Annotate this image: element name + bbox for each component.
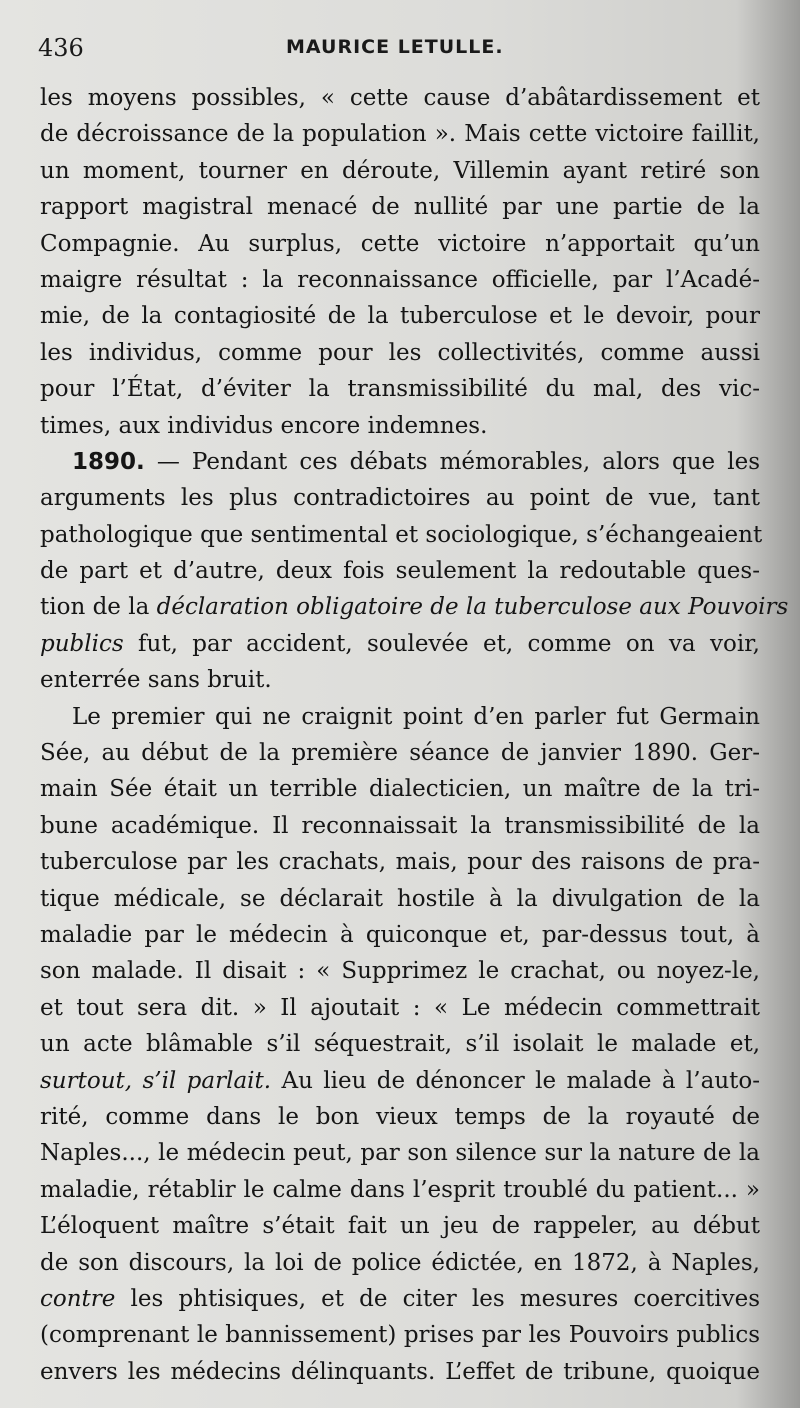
text-segment: mie, de la contagiosité de la tuberculose et le devoir, pour xyxy=(40,303,760,330)
text-line xyxy=(40,1063,760,1099)
text-segment: et tout sera dit. » Il ajoutait : « Le médecin commettrait xyxy=(40,994,760,1021)
text-segment: tique médicale, se déclarait hostile à la divulgation de la xyxy=(40,885,760,912)
text-segment: maladie par le médecin à quiconque et, par-dessus tout, à xyxy=(40,921,760,948)
text-line xyxy=(40,771,760,807)
text-line xyxy=(40,626,760,662)
text-segment: fut, par accident, soulevée et, comme on va voir, xyxy=(123,630,760,657)
text-line xyxy=(40,298,760,334)
text-line xyxy=(40,917,760,953)
italic-text: publics xyxy=(40,630,124,657)
page-header xyxy=(38,34,758,64)
text-segment: tion de la xyxy=(40,594,157,621)
text-segment: tuberculose par les crachats, mais, pour des raisons de pra- xyxy=(40,849,760,876)
text-line xyxy=(40,589,789,625)
text-segment: Sée, au début de la première séance de janvier 1890. Ger- xyxy=(40,740,760,767)
text-segment: pathologique que sentimental et sociologique, s’échangeaient xyxy=(40,521,763,548)
text-line xyxy=(40,699,760,735)
text-segment: pour l’État, d’éviter la transmissibilité du mal, des vic- xyxy=(40,376,760,403)
text-line xyxy=(40,1281,760,1317)
text-segment: un moment, tourner en déroute, Villemin ayant retiré son xyxy=(40,157,760,184)
text-segment: de part et d’autre, deux fois seulement la redoutable ques- xyxy=(40,558,760,585)
text-line xyxy=(40,1099,760,1135)
text-line xyxy=(40,808,760,844)
text-segment: times, aux individus encore indemnes. xyxy=(40,412,488,439)
text-segment: arguments les plus contradictoires au point de vue, tant xyxy=(40,485,760,512)
text-segment: les individus, comme pour les collectivités, comme aussi xyxy=(40,339,760,366)
text-segment: maigre résultat : la reconnaissance officielle, par l’Acadé- xyxy=(40,266,760,293)
text-segment: Naples..., le médecin peut, par son silence sur la nature de la xyxy=(40,1140,760,1167)
text-line xyxy=(40,1245,760,1281)
text-segment: enterrée sans bruit. xyxy=(40,667,272,694)
text-line xyxy=(40,1172,760,1208)
text-line xyxy=(40,553,760,589)
text-segment: les moyens possibles, « cette cause d’abâtardissement et xyxy=(40,85,760,111)
body-text xyxy=(40,80,789,1390)
text-segment: L’éloquent maître s’était fait un jeu de rappeler, au début xyxy=(40,1213,760,1240)
text-segment: Le premier qui ne craignit point d’en parler fut Germain xyxy=(72,703,760,730)
section-year: 1890. xyxy=(72,448,145,475)
text-line xyxy=(40,80,760,116)
text-segment: Compagnie. Au surplus, cette victoire n’apportait qu’un xyxy=(40,230,760,257)
text-line xyxy=(40,662,760,698)
text-line xyxy=(40,1026,760,1062)
text-line xyxy=(40,153,760,189)
text-segment: rité, comme dans le bon vieux temps de la royauté de xyxy=(40,1103,760,1130)
text-segment: de décroissance de la population ». Mais cette victoire faillit, xyxy=(40,121,760,148)
text-segment: les phtisiques, et de citer les mesures coercitives xyxy=(115,1285,760,1312)
text-segment: un acte blâmable s’il séquestrait, s’il isolait le malade et, xyxy=(40,1031,760,1058)
text-segment: (comprenant le bannissement) prises par les Pouvoirs publics xyxy=(40,1322,760,1349)
text-segment: rapport magistral menacé de nullité par une partie de la xyxy=(40,194,760,221)
text-segment: — Pendant ces débats mémorables, alors que les xyxy=(144,448,760,475)
italic-text: déclaration obligatoire de la tuberculose aux Pouvoirs xyxy=(156,594,789,621)
text-line xyxy=(40,881,760,917)
text-line xyxy=(40,735,760,771)
text-line xyxy=(40,262,760,298)
text-line xyxy=(40,335,760,371)
text-line xyxy=(40,1135,760,1171)
text-segment: envers les médecins délinquants. L’effet de tribune, quoique xyxy=(40,1358,760,1385)
text-line xyxy=(40,517,763,553)
italic-text: contre xyxy=(40,1285,116,1312)
page-number: 436 xyxy=(38,34,84,62)
text-line xyxy=(40,1354,760,1390)
text-segment: maladie, rétablir le calme dans l’esprit troublé du patient... » xyxy=(40,1176,760,1203)
text-segment: son malade. Il disait : « Supprimez le crachat, ou noyez-le, xyxy=(40,958,760,985)
text-line xyxy=(40,371,760,407)
text-line xyxy=(40,444,760,480)
text-line xyxy=(40,953,760,989)
text-line xyxy=(40,844,760,880)
text-segment: de son discours, la loi de police édictée, en 1872, à Naples, xyxy=(40,1249,760,1276)
text-segment: Au lieu de dénoncer le malade à l’auto- xyxy=(271,1067,760,1094)
text-line xyxy=(40,1317,760,1353)
text-line xyxy=(40,189,760,225)
running-head: MAURICE LETULLE. xyxy=(286,36,504,58)
text-line xyxy=(40,116,760,152)
text-line xyxy=(40,226,760,262)
text-segment: bune académique. Il reconnaissait la transmissibilité de la xyxy=(40,812,760,839)
italic-text: surtout, s’il parlait. xyxy=(40,1067,272,1094)
text-line xyxy=(40,1208,760,1244)
text-line xyxy=(40,990,760,1026)
text-segment: main Sée était un terrible dialecticien, un maître de la tri- xyxy=(40,776,760,803)
text-line xyxy=(40,480,760,516)
text-line xyxy=(40,408,760,444)
